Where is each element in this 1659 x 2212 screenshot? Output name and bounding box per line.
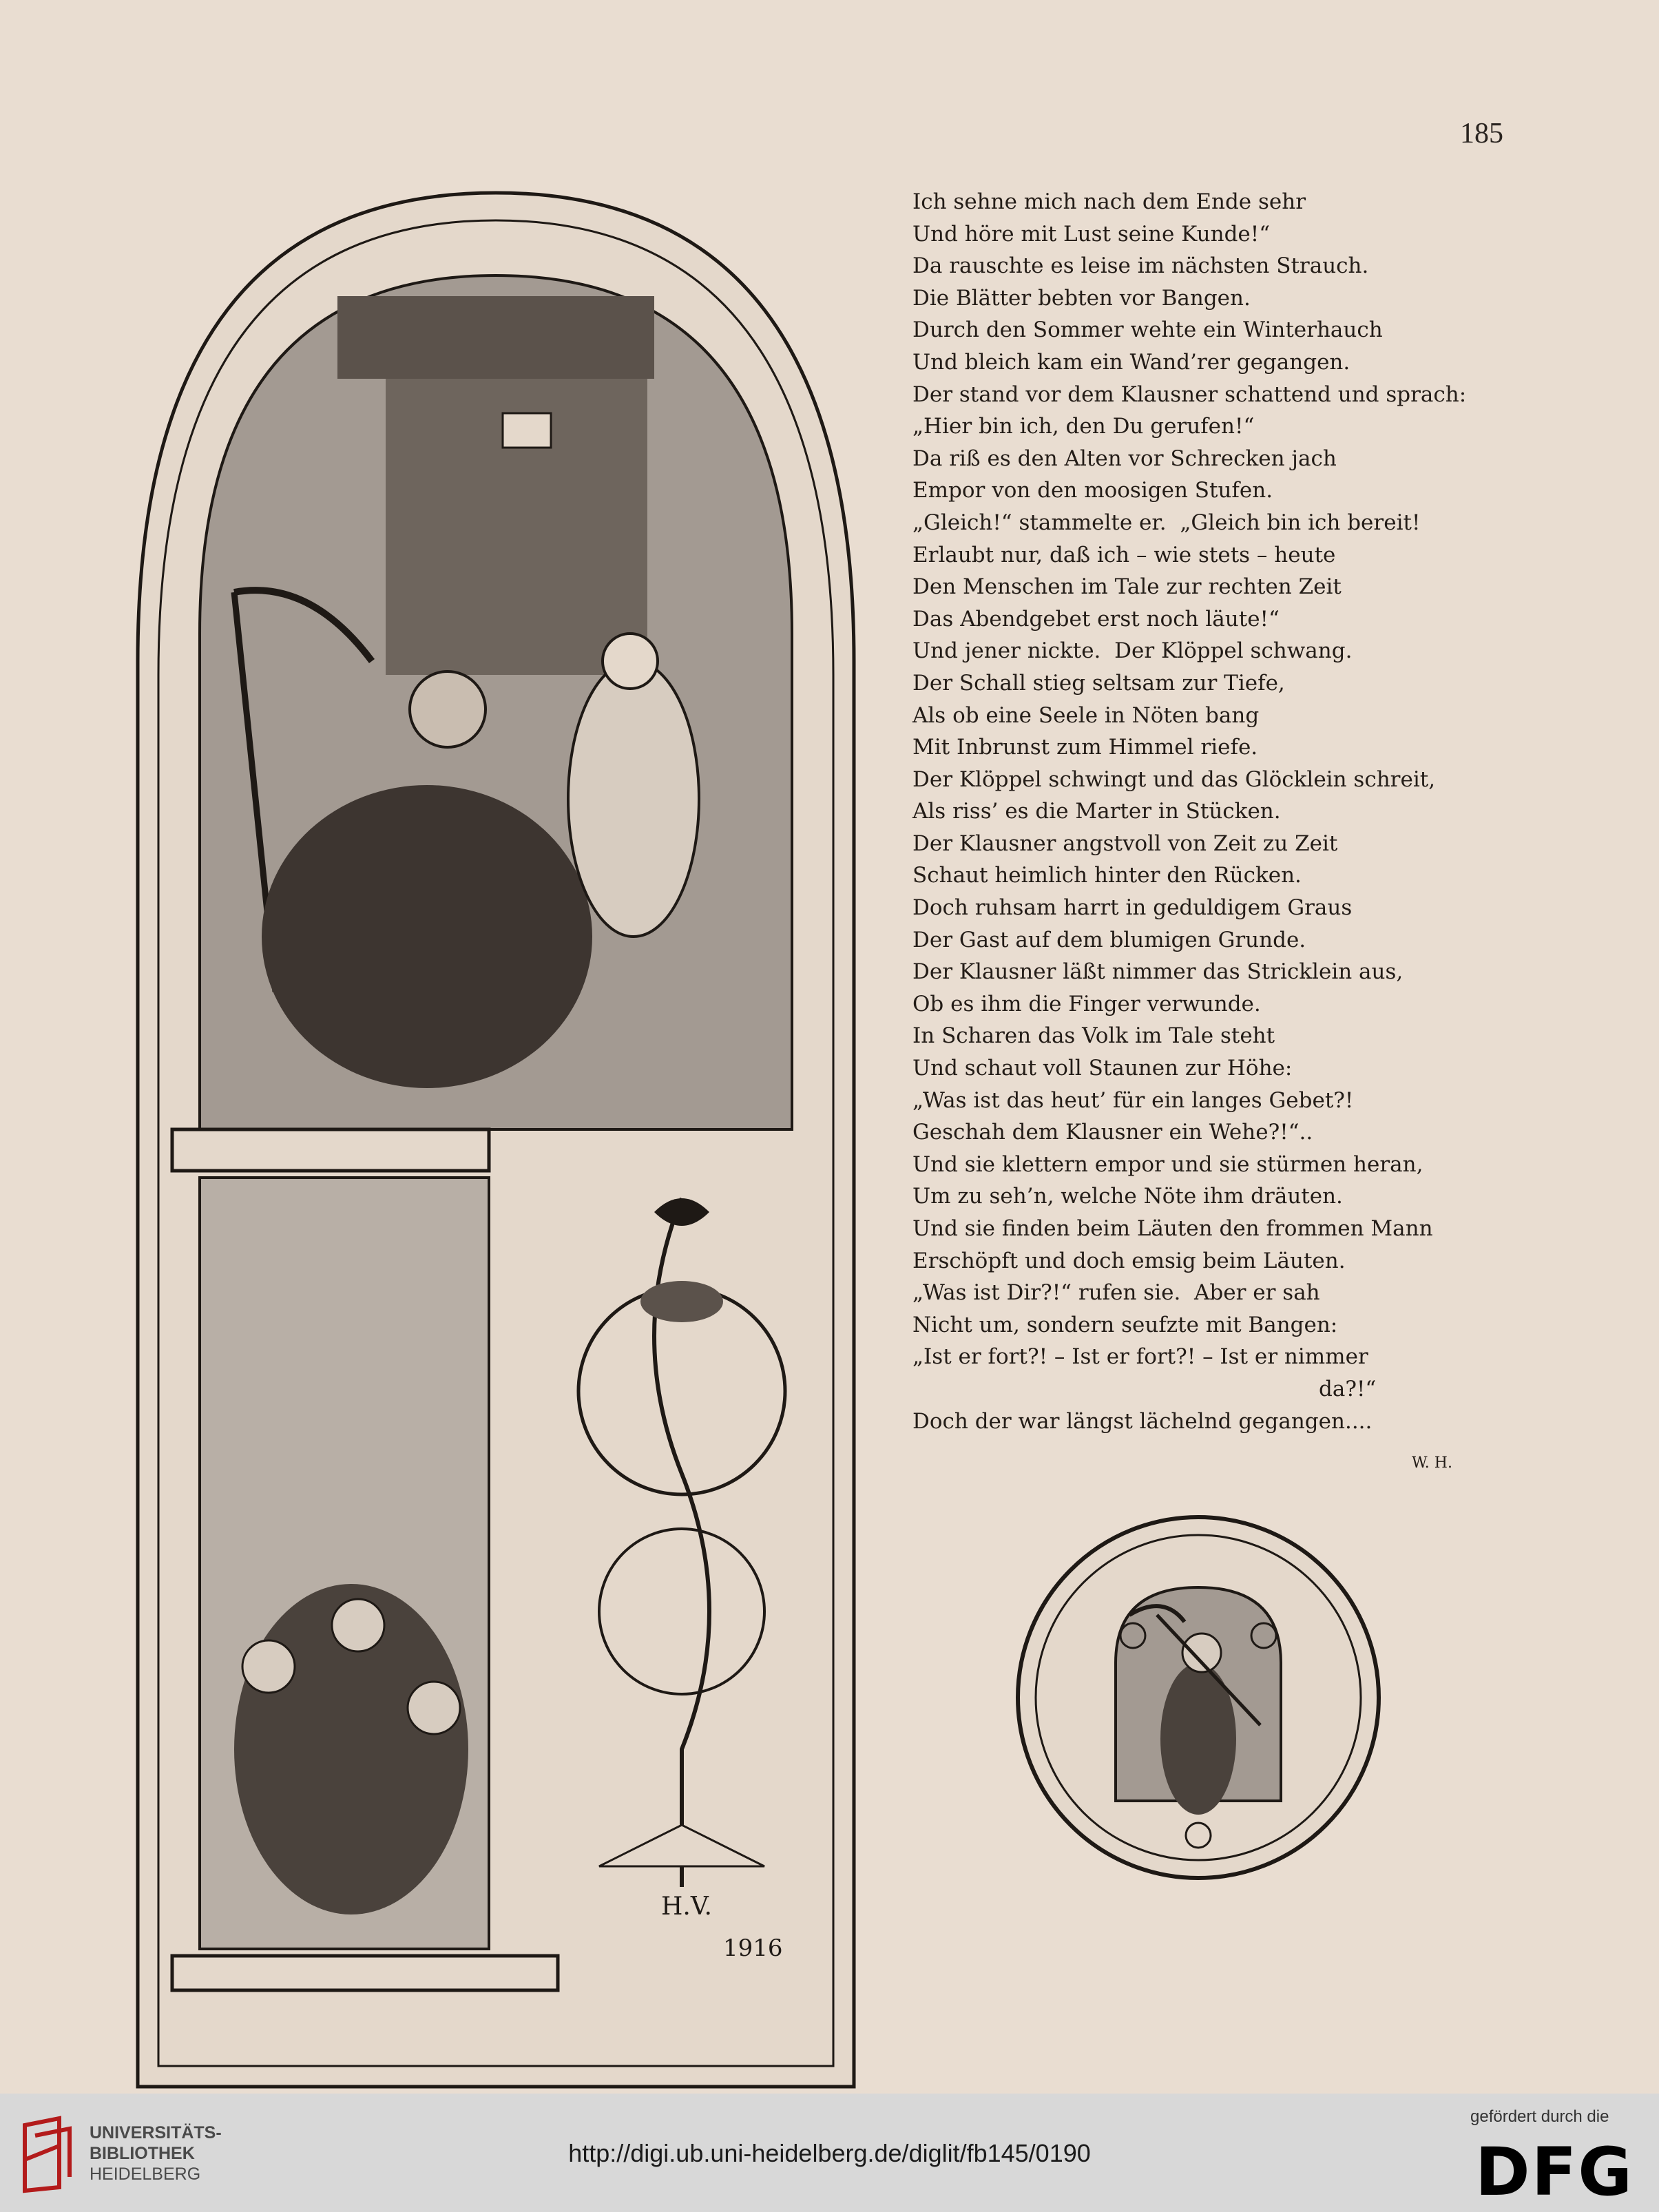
bird-nest bbox=[640, 1281, 723, 1322]
poem-line: Durch den Sommer wehte ein Winterhauch bbox=[912, 317, 1383, 343]
wanderer-figure bbox=[568, 661, 699, 937]
base-crossbar bbox=[172, 1956, 558, 1990]
footer-bar bbox=[0, 2094, 1659, 2212]
poem-line: Geschah dem Klausner ein Wehe?!“.. bbox=[912, 1120, 1313, 1145]
poem-line: „Gleich!“ stammelte er. „Gleich bin ich bereit! bbox=[912, 510, 1421, 535]
poem-line: Und sie klettern empor und sie stürmen heran, bbox=[912, 1151, 1423, 1177]
library-line-2: BIBLIOTHEK bbox=[90, 2144, 195, 2163]
arched-illustration bbox=[131, 165, 861, 2094]
poem-line: Erlaubt nur, daß ich – wie stets – heute bbox=[912, 542, 1336, 567]
poem-line: „Hier bin ich, den Du gerufen!“ bbox=[912, 414, 1255, 439]
kneeling-hermit bbox=[262, 785, 592, 1088]
poem-line: Nicht um, sondern seufzte mit Bangen: bbox=[912, 1312, 1338, 1337]
poem-line: Der stand vor dem Klausner schattend und sprach: bbox=[912, 382, 1467, 407]
illustration-year: 1916 bbox=[723, 1934, 783, 1962]
poem-line: Die Blätter bebten vor Bangen. bbox=[912, 285, 1251, 311]
poem-line: Den Menschen im Tale zur rechten Zeit bbox=[912, 574, 1342, 600]
poem-line: Da rauschte es leise im nächsten Strauch. bbox=[912, 253, 1369, 279]
poem-line: Das Abendgebet erst noch läute!“ bbox=[912, 606, 1280, 632]
roof-shingles bbox=[337, 296, 654, 379]
poem-line: Und jener nickte. Der Klöppel schwang. bbox=[912, 638, 1353, 664]
round-vignette bbox=[1012, 1512, 1384, 1884]
poem-line: Doch ruhsam harrt in geduldigem Graus bbox=[912, 895, 1353, 921]
poem-line: Um zu seh’n, welche Nöte ihm dräuten. bbox=[912, 1184, 1343, 1209]
source-url-link[interactable]: http://digi.ub.uni-heidelberg.de/diglit/fb145/0190 bbox=[568, 2139, 1091, 2167]
poem-line: Der Gast auf dem blumigen Grunde. bbox=[912, 927, 1306, 952]
poem-text bbox=[912, 186, 1505, 1437]
poem-line: In Scharen das Volk im Tale steht bbox=[912, 1023, 1275, 1049]
poem-line: Und höre mit Lust seine Kunde!“ bbox=[912, 221, 1271, 247]
poem-line: Der Klausner angstvoll von Zeit zu Zeit bbox=[912, 831, 1338, 856]
poem-line: Da riß es den Alten vor Schrecken jach bbox=[912, 446, 1337, 471]
library-line-3: HEIDELBERG bbox=[90, 2164, 201, 2184]
artist-monogram: H.V. bbox=[661, 1892, 712, 1921]
poem-line: Empor von den moosigen Stufen. bbox=[912, 478, 1273, 503]
poem-line: Der Klausner läßt nimmer das Stricklein aus, bbox=[912, 959, 1404, 985]
poem-line: Schaut heimlich hinter den Rücken. bbox=[912, 863, 1302, 888]
dfg-logo: DFG bbox=[1475, 2133, 1634, 2211]
poem-line: da?!“ bbox=[1319, 1376, 1377, 1401]
poem-line: Doch der war längst lächelnd gegangen.... bbox=[912, 1408, 1373, 1434]
poem-line: Und sie finden beim Läuten den frommen Mann bbox=[912, 1216, 1433, 1241]
hut-window bbox=[503, 413, 551, 448]
library-line-1: UNIVERSITÄTS- bbox=[90, 2123, 222, 2142]
poem-line: „Was ist Dir?!“ rufen sie. Aber er sah bbox=[912, 1280, 1320, 1306]
poem-line: Mit Inbrunst zum Himmel riefe. bbox=[912, 735, 1258, 760]
poem-line: Und schaut voll Staunen zur Höhe: bbox=[912, 1056, 1293, 1081]
funding-caption: gefördert durch die bbox=[1470, 2107, 1609, 2126]
poem-line: „Ist er fort?! – Ist er fort?! – Ist er nimmer bbox=[912, 1344, 1368, 1370]
author-signature: W. H. bbox=[1412, 1454, 1452, 1472]
poem-line: „Was ist das heut’ für ein langes Gebet?! bbox=[912, 1087, 1354, 1113]
poem-line: Ich sehne mich nach dem Ende sehr bbox=[912, 189, 1306, 214]
poem-line: Als riss’ es die Marter in Stücken. bbox=[912, 799, 1281, 824]
poem-line: Der Klöppel schwingt und das Glöcklein schreit, bbox=[912, 766, 1436, 792]
middle-crossbar bbox=[172, 1129, 489, 1171]
poem-line: Ob es ihm die Finger verwunde. bbox=[912, 991, 1261, 1016]
page-number: 185 bbox=[1460, 118, 1503, 149]
poem-line: Und bleich kam ein Wand’rer gegangen. bbox=[912, 349, 1350, 375]
poem-line: Der Schall stieg seltsam zur Tiefe, bbox=[912, 670, 1285, 696]
poem-line: Erschöpft und doch emsig beim Läuten. bbox=[912, 1248, 1346, 1273]
poem-line: Als ob eine Seele in Nöten bang bbox=[912, 702, 1260, 728]
